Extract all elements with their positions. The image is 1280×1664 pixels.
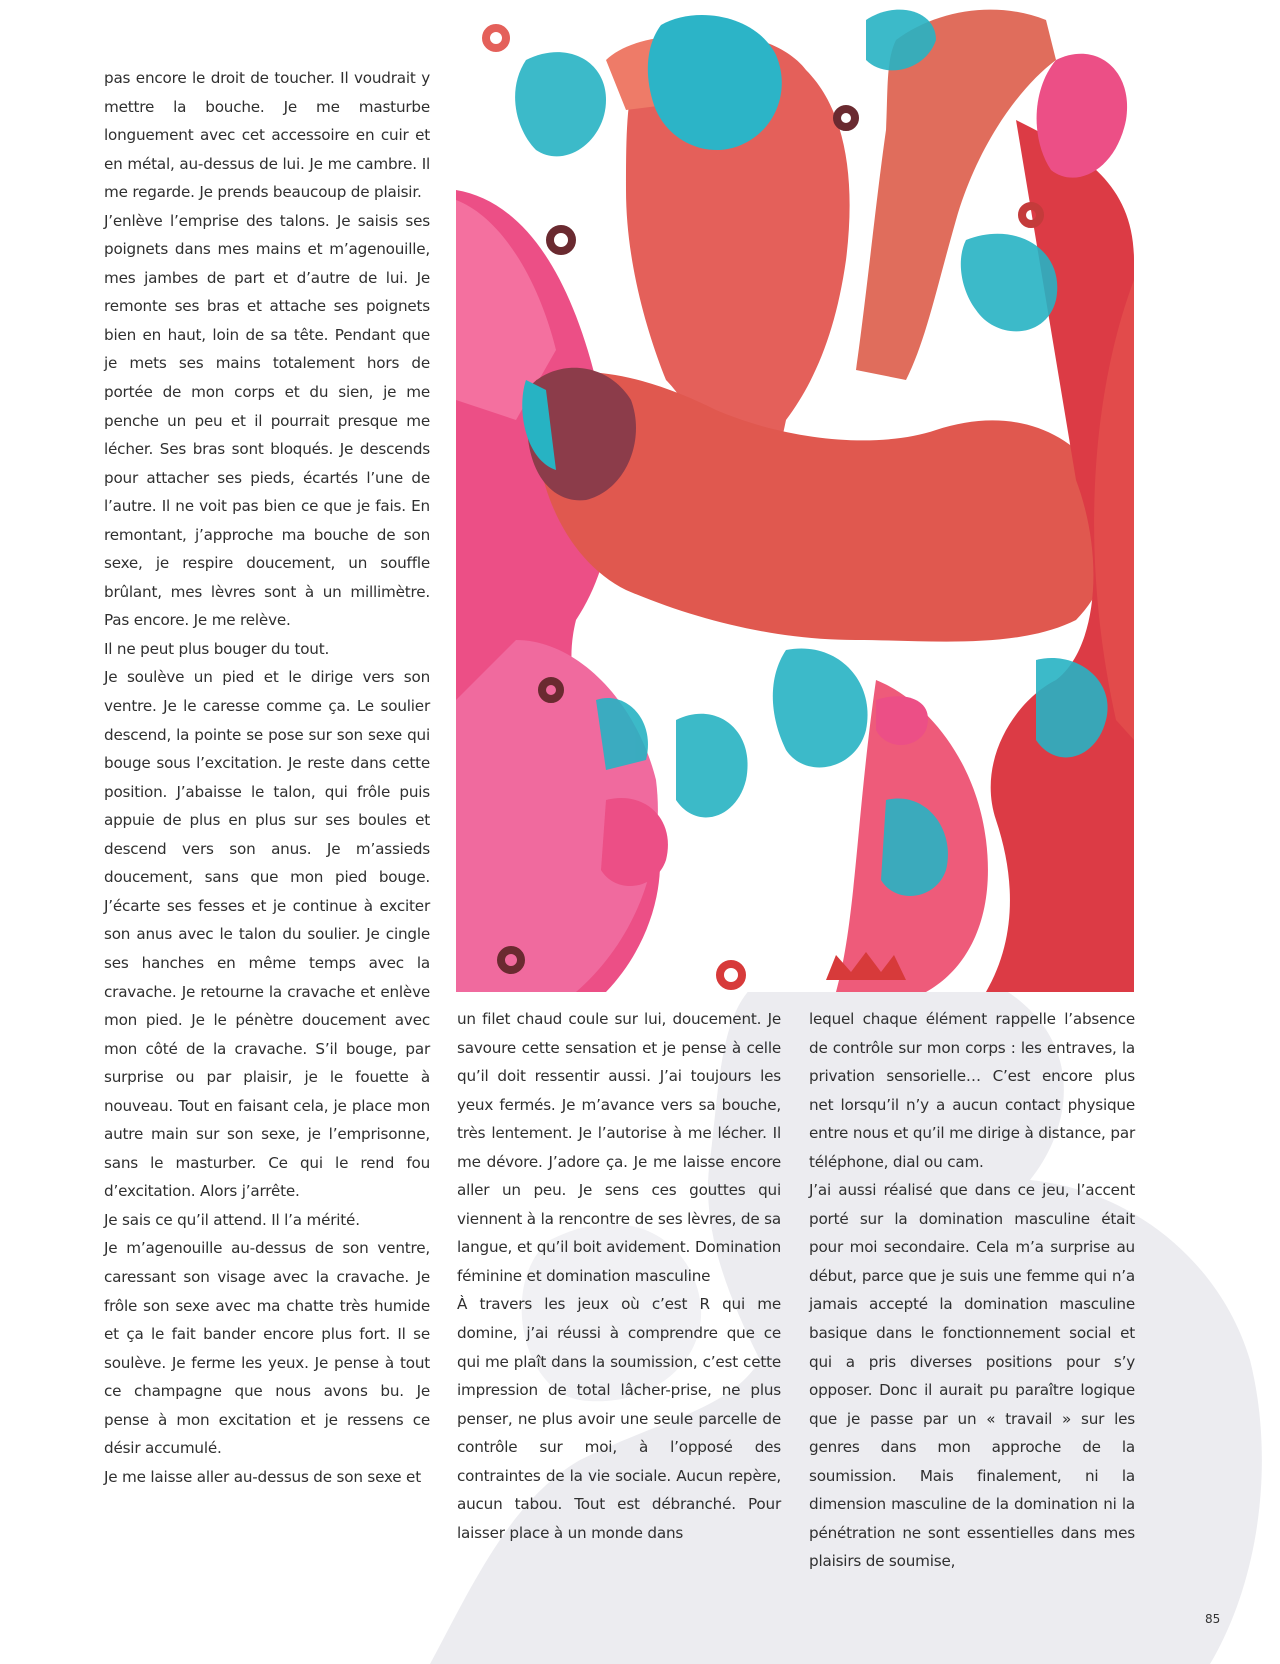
paragraph: J’ai aussi réalisé que dans ce jeu, l’accent porté sur la domination masculine était pour moi secondaire. Cela m’a surprise au début, parce que je suis une femme qui n’a jamais accepté la domination masculine basique dans le fonctionnement social et qui a pris diverses positions pour s’y opposer. Donc il aurait pu paraître logique que je passe par un « travail » sur les genres dans mon approche de la soumission. Mais finalement, ni la dimension masculine de la domination ni la pénétration ne sont essentielles dans mes plaisirs de soumise, <box>809 1181 1135 1571</box>
paragraph: Je m’agenouille au-dessus de son ventre, caressant son visage avec la cravache. Je frôle son sexe avec ma chatte très humide et ça le fait bander encore plus fort. Il se soulève. Je ferme les yeux. Je pense à tout ce champagne que nous avons bu. Je pense à mon excitation et je ressens ce désir accumulé. <box>104 1239 430 1458</box>
paragraph: Je me laisse aller au-dessus de son sexe et <box>104 1467 421 1486</box>
paragraph: Je soulève un pied et le dirige vers son ventre. Je le caresse comme ça. Le soulier descend, la pointe se pose sur son sexe qui bouge sous l’excitation. Je reste dans cette position. J’abaisse le talon, qui frôle puis appuie de plus en plus sur ses boules et descend vers son anus. Je m’assieds doucement, sans que mon pied bouge. J’écarte ses fesses et je continue à exciter son anus avec le talon du soulier. Je cingle ses hanches en même temps avec la cravache. Je retourne la cravache et enlève mon pied. Je le pénètre doucement avec mon côté de la cravache. S’il bouge, par surprise ou par plaisir, je le fouette à nouveau. Tout en faisant cela, je place mon autre main sur son sexe, je l’emprisonne, sans le masturber. Ce qui le rend fou d’excitation. Alors j’arrête. <box>104 668 430 1201</box>
text-column-1 <box>104 64 430 1491</box>
text-column-2 <box>457 1005 781 1547</box>
paragraph: pas encore le droit de toucher. Il voudrait y mettre la bouche. Je me masturbe longuement avec cet accessoire en cuir et en métal, au-dessus de lui. Je me cambre. Il me regarde. Je prends beaucoup de plaisir. <box>104 69 430 202</box>
paragraph: Il ne peut plus bouger du tout. <box>104 639 330 658</box>
watercolor-illustration <box>456 0 1134 992</box>
paragraph: À travers les jeux où c’est R qui me domine, j’ai réussi à comprendre que ce qui me plaît dans la soumission, c’est cette impression de total lâcher-prise, ne plus penser, ne plus avoir une seule parcelle de contrôle sur moi, à l’opposé des contraintes de la vie sociale. Aucun repère, aucun tabou. Tout est débranché. Pour laisser place à un monde dans <box>457 1295 781 1542</box>
text-column-3 <box>809 1005 1135 1576</box>
paragraph: Je sais ce qu’il attend. Il l’a mérité. <box>104 1210 360 1229</box>
paragraph: un filet chaud coule sur lui, doucement. Je savoure cette sensation et je pense à celle qu’il doit ressentir aussi. J’ai toujours les yeux fermés. Je m’avance vers sa bouche, très lentement. Je l’autorise à me lécher. Il me dévore. J’adore ça. Je me laisse encore aller un peu. Je sens ces gouttes qui viennent à la rencontre de ses lèvres, de sa langue, et qu’il boit avidement. Domination féminine et domination masculine <box>457 1010 781 1285</box>
paragraph: J’enlève l’emprise des talons. Je saisis ses poignets dans mes mains et m’agenouille, mes jambes de part et d’autre de lui. Je remonte ses bras et attache ses poignets bien en haut, loin de sa tête. Pendant que je mets ses mains totalement hors de portée de mon corps et du sien, je me penche un peu et il pourrait presque me lécher. Ses bras sont bloqués. Je descends pour attacher ses pieds, écartés l’une de l’autre. Il ne voit pas bien ce que je fais. En remontant, j’approche ma bouche de son sexe, je respire doucement, un souffle brûlant, mes lèvres sont à un millimètre. Pas encore. Je me relève. <box>104 211 430 630</box>
paragraph: lequel chaque élément rappelle l’absence de contrôle sur mon corps : les entraves, la privation sensorielle… C’est encore plus net lorsqu’il n’y a aucun contact physique entre nous et qu’il me dirige à distance, par téléphone, dial ou cam. <box>809 1010 1135 1171</box>
page-number: 85 <box>1205 1612 1221 1626</box>
